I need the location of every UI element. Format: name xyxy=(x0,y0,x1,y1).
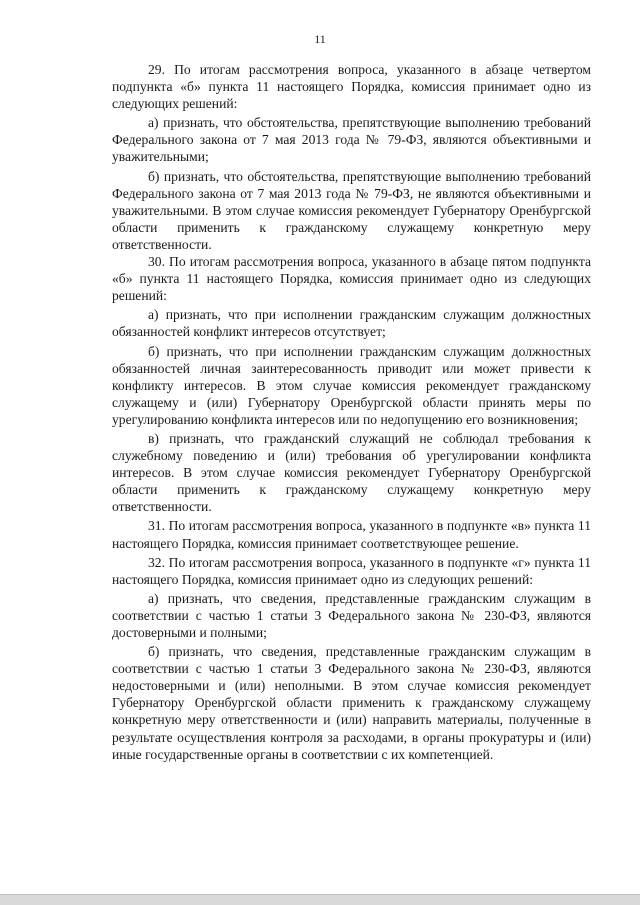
paragraph-30-a: а) признать, что при исполнении гражданским служащим должностных обязанностей конфликт интересов отсутствует; xyxy=(112,307,591,340)
page-number: 11 xyxy=(314,32,326,46)
paragraph-29-a: а) признать, что обстоятельства, препятствующие выполнению требований Федерального закона от 7 мая 2013 года № 79-ФЗ, являются объективными и уважительными; xyxy=(112,115,591,165)
paragraph-32-b: б) признать, что сведения, представленные гражданским служащим в соответствии с частью 1 статьи 3 Федерального закона № 230-ФЗ, являются недостоверными и (или) неполными. В этом случае комиссия рекомендует Губернатору Оренбургской области применить к гражданскому служащему конкретную меру ответственности и (или) направить материалы, полученные в результате осуществления контроля за расходами, в органы прокуратуры и (или) иные государственные органы в соответствии с их компетенцией. xyxy=(112,644,591,762)
paragraph-32: 32. По итогам рассмотрения вопроса, указанного в подпункте «г» пункта 11 настоящего Порядка, комиссия принимает одно из следующих решений: xyxy=(112,554,591,587)
document-body xyxy=(112,61,591,763)
paragraph-30-v: в) признать, что гражданский служащий не соблюдал требования к служебному поведению и (или) требования об урегулировании конфликта интересов. В этом случае комиссия рекомендует Губернатору Оренбургской области применить к гражданскому служащему конкретную меру ответственности. xyxy=(112,430,591,515)
paragraph-30: 30. По итогам рассмотрения вопроса, указанного в абзаце пятом подпункта «б» пункта 11 настоящего Порядка, комиссия принимает одно из следующих решений: xyxy=(112,254,591,304)
paragraph-30-b: б) признать, что при исполнении гражданским служащим должностных обязанностей личная заинтересованность приводит или может привести к конфликту интересов. В этом случае комиссия рекомендует гражданскому служащему и (или) Губернатору Оренбургской области принять меры по урегулированию конфликта интересов или по недопущению его возникновения; xyxy=(112,343,591,427)
paragraph-29: 29. По итогам рассмотрения вопроса, указанного в абзаце четвертом подпункта «б» пункта 11 настоящего Порядка, комиссия принимает одно из следующих решений: xyxy=(112,62,591,112)
paragraph-32-a: а) признать, что сведения, представленные гражданским служащим в соответствии с частью 1 статьи 3 Федерального закона № 230-ФЗ, являются достоверными и полными; xyxy=(112,590,591,640)
paragraph-29-b: б) признать, что обстоятельства, препятствующие выполнению требований Федерального закона от 7 мая 2013 года № 79-ФЗ, не являются объективными и уважительными. В этом случае комиссия рекомендует Губернатору Оренбургской области применить к гражданскому служащему конкретную меру ответственности. xyxy=(112,168,591,252)
paragraph-31: 31. По итогам рассмотрения вопроса, указанного в подпункте «в» пункта 11 настоящего Порядка, комиссия принимает соответствующее решение. xyxy=(112,518,591,551)
scan-bottom-edge xyxy=(0,894,640,905)
